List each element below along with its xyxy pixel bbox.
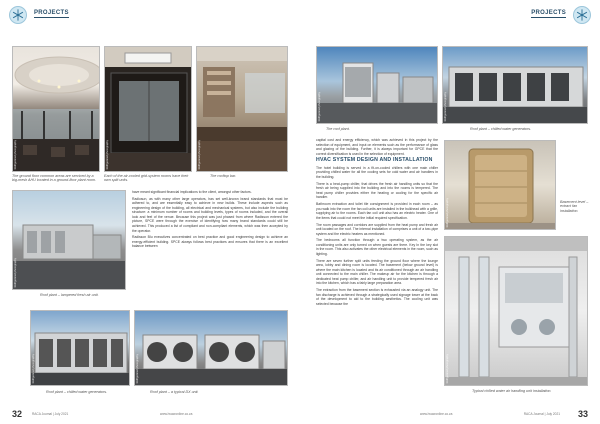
- photo-caption: Each of the air-cooled grid-system rooms have their own split units.: [104, 174, 189, 183]
- right-body-text: [316, 138, 438, 309]
- photo-caption: Typical chilled water air handling unit installation.: [472, 389, 552, 393]
- photo-room-unit: [104, 46, 192, 172]
- photo-credit: Refrigerated photography: [444, 91, 447, 121]
- photo-chilled-water-generators: [30, 310, 130, 386]
- website-url[interactable]: www.hvacronline.co.za: [160, 412, 193, 416]
- paragraph: Radisson Blu executives concentrated on best practice and good engineering design to achieve an energy-efficient building. SPCE always follows best practices and ensures that there is an excellent balance between: [132, 235, 288, 249]
- section-tag: PROJECTS: [34, 10, 69, 16]
- photo-caption: Roof plant – lampered fresh air unit.: [40, 293, 99, 297]
- photo-credit: Refrigerated photography: [14, 139, 17, 169]
- photo-roof-plant: [316, 46, 438, 124]
- paragraph: The hotel building is served in a fit-on-cooled chillers with one main chiller providing chilled water for all the cooling sets for cold water and air handlers in the building.: [316, 165, 438, 180]
- paragraph: There is a heat-pump chiller, that drives the fresh air handling units so that the fresh air being supplied into the building and into the rooms is tempered. The heat pump chiller provides either the heating or cooling for the specific air handler.: [316, 181, 438, 200]
- paragraph: Bathroom extraction and toilet tile consignment is provided in each room – as you walk into the room the fan coil units are installed in the bulkhead with a grille, supplying air to the rooms. Each fan coil unit also has an electric heater. One of the items that could not meet the initial required specification.: [316, 202, 438, 220]
- photo-caption: Basement level – extract fan installation.: [560, 200, 589, 213]
- photo-caption: The rooftop bar.: [210, 174, 237, 178]
- photo-caption: Roof plant – a typical DX unit.: [150, 390, 199, 394]
- photo-credit: Refrigerated photography: [198, 139, 201, 169]
- photo-restaurant: [12, 46, 100, 172]
- right-page: [300, 0, 600, 424]
- page-number: 33: [577, 409, 588, 419]
- website-url[interactable]: www.hvacronline.co.za: [420, 412, 453, 416]
- page-number: 32: [12, 409, 23, 419]
- magazine-issue: RACA Journal | July 2021: [523, 412, 560, 416]
- paragraph: There are seven further split units feeding the ground floor where the lounge area, lobby and dining room is located. The basement (below ground level) is where the main kitchen is located and its air conditioned through an air handling unit connected to the main chiller. The makeup air for the kitchen is through a dedicated heat pump chiller, and air handling unit to provide tempered fresh air into the kitchen, which has a fairly large preparation area.: [316, 258, 438, 286]
- photo-credit: Refrigerated photography: [32, 353, 35, 383]
- section-tag: PROJECTS: [531, 10, 566, 16]
- left-body-text: [132, 190, 288, 251]
- photo-extract-fan: [444, 140, 556, 230]
- photo-credit: Refrigerated photography: [106, 139, 109, 169]
- photo-caption: The roof plant.: [326, 127, 350, 131]
- photo-caption: Roof plant – chilled water generators.: [470, 127, 532, 131]
- photo-credit: Refrigerated photography: [446, 353, 449, 383]
- photo-caption: The ground floor common areas are serviced by a big-mesh AHU located in a ground-floor plant room.: [12, 174, 97, 183]
- photo-caption: Roof plant – chilled water generators.: [46, 390, 108, 394]
- snowflake-logo-icon: [573, 6, 591, 24]
- magazine-issue: RACA Journal | July 2021: [32, 412, 69, 416]
- photo-fresh-air-unit: [12, 190, 126, 290]
- photo-chilled-water-generators-roof: [442, 46, 588, 124]
- paragraph: have meant significant financial implications to the client, amongst other factors.: [132, 190, 252, 194]
- photo-credit: Refrigerated photography: [446, 197, 449, 227]
- photo-credit: Refrigerated photography: [318, 91, 321, 121]
- paragraph: The bedrooms all function through a two operating system, as the air conditioning units are only turned on when guests are there. Key In the key slot in the room. This also activates the other electrical elements in the room, such as lighting.: [316, 238, 438, 256]
- snowflake-logo-icon: [9, 6, 27, 24]
- paragraph: The room passages and corridors are supplied from the heat pump and fresh air unit located on the roof. The internal installation of comprises a unit of a two-pipe system and the electric heaters as mentioned.: [316, 222, 438, 236]
- paragraph: Radiosun, as with many other large operators, has set well-known brand standards that must be adhered to, and are essentially easy to achieve in new builds. These include aspects such as engineering design of the building, all electrical and mechanical systems, but also include the building structure: a minimum number of rooms and building levels, types of rooms included, and the overall look and feel of the venue. Because this project was just phased from where Radisson entered the picture, SPCE were through the exercise of identifying how many brand standards could still be achieved. This produced a list of compliant and non-compliant elements, which was then accepted by the operator.: [132, 196, 288, 233]
- photo-dx-unit: [134, 310, 288, 386]
- paragraph: The extraction from the basement section is exhausted via an analogy unit. The fan discharge is achieved through a strategically used signage tower at the back of the development to aid to the building aesthetics. The cooling unit was selected because the: [316, 288, 438, 306]
- photo-credit: Refrigerated photography: [136, 353, 139, 383]
- paragraph: capital cost and energy efficiency, which was achieved in this project by the selection of equipment, and input on elements such as the performance of glass and glazing of the building. Further, it is always important for GPCE that the correct diversification is used in the selection of equipment.: [316, 138, 438, 156]
- section-heading: HVAC SYSTEM DESIGN AND INSTALLATION: [316, 157, 433, 164]
- photo-ahu-installation: [444, 236, 588, 386]
- photo-rooftop-bar: [196, 46, 288, 172]
- photo-credit: Refrigerated photography: [14, 257, 17, 287]
